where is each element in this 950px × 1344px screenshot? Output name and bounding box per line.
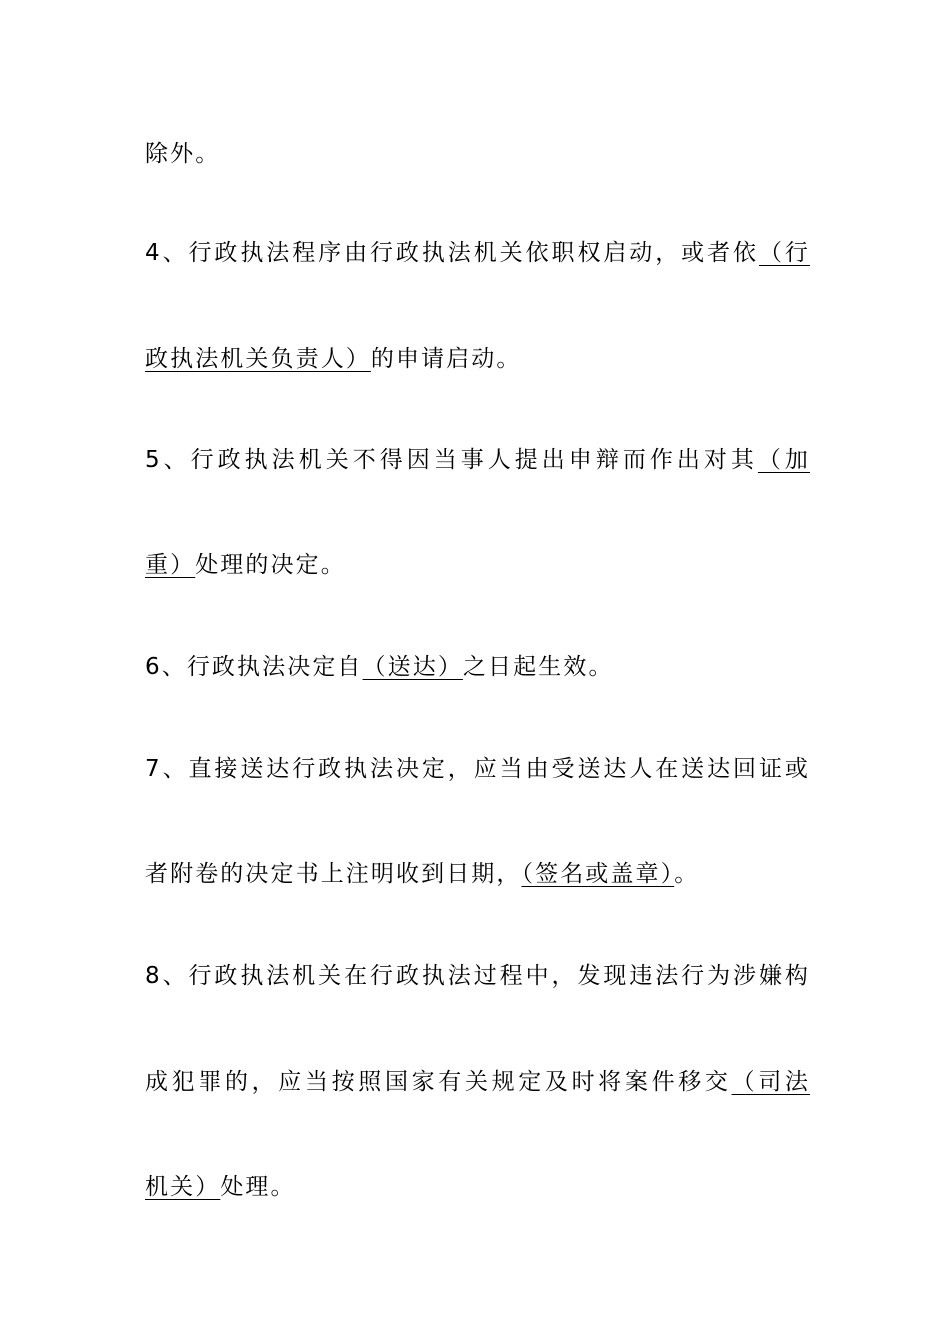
answer-blank: 政执法机关负责人） — [145, 346, 371, 372]
text-line — [145, 139, 810, 169]
text-line — [145, 344, 810, 374]
text-line — [145, 961, 810, 991]
text-segment: 4、行政执法程序由行政执法机关依职权启动，或者依 — [145, 240, 759, 266]
text-segment: 。 — [674, 861, 700, 887]
text-segment: 除外。 — [145, 141, 221, 167]
text-segment: 8、行政执法机关在行政执法过程中，发现违法行为涉嫌构 — [145, 963, 810, 989]
text-segment: 之日起生效。 — [462, 654, 614, 680]
text-segment: 者附卷的决定书上注明收到日期， — [145, 861, 522, 887]
text-segment: 7、直接送达行政执法决定，应当由受送达人在送达回证或 — [145, 756, 810, 782]
text-segment: 6、行政执法决定自 — [145, 654, 363, 680]
text-segment: 成犯罪的，应当按照国家有关规定及时将案件移交 — [145, 1069, 732, 1095]
text-segment: 的申请启动。 — [370, 346, 522, 372]
text-segment: 5、行政执法机关不得因当事人提出申辩而作出对其 — [145, 447, 758, 473]
answer-blank: （行 — [758, 240, 810, 266]
answer-blank: （加 — [757, 447, 811, 473]
answer-blank: 重） — [145, 552, 196, 578]
text-line — [145, 238, 810, 268]
text-segment: 处理。 — [220, 1174, 296, 1200]
text-segment: 处理的决定。 — [195, 552, 346, 578]
text-line — [145, 652, 810, 682]
text-line — [145, 1067, 810, 1097]
text-line — [145, 1172, 810, 1202]
answer-blank: （签名或盖章） — [521, 861, 675, 887]
text-line — [145, 445, 810, 475]
answer-blank: （送达） — [362, 654, 463, 680]
answer-blank: （司法 — [731, 1069, 810, 1095]
text-line — [145, 550, 810, 580]
text-line — [145, 859, 810, 889]
text-line — [145, 754, 810, 784]
answer-blank: 机关） — [145, 1174, 221, 1200]
